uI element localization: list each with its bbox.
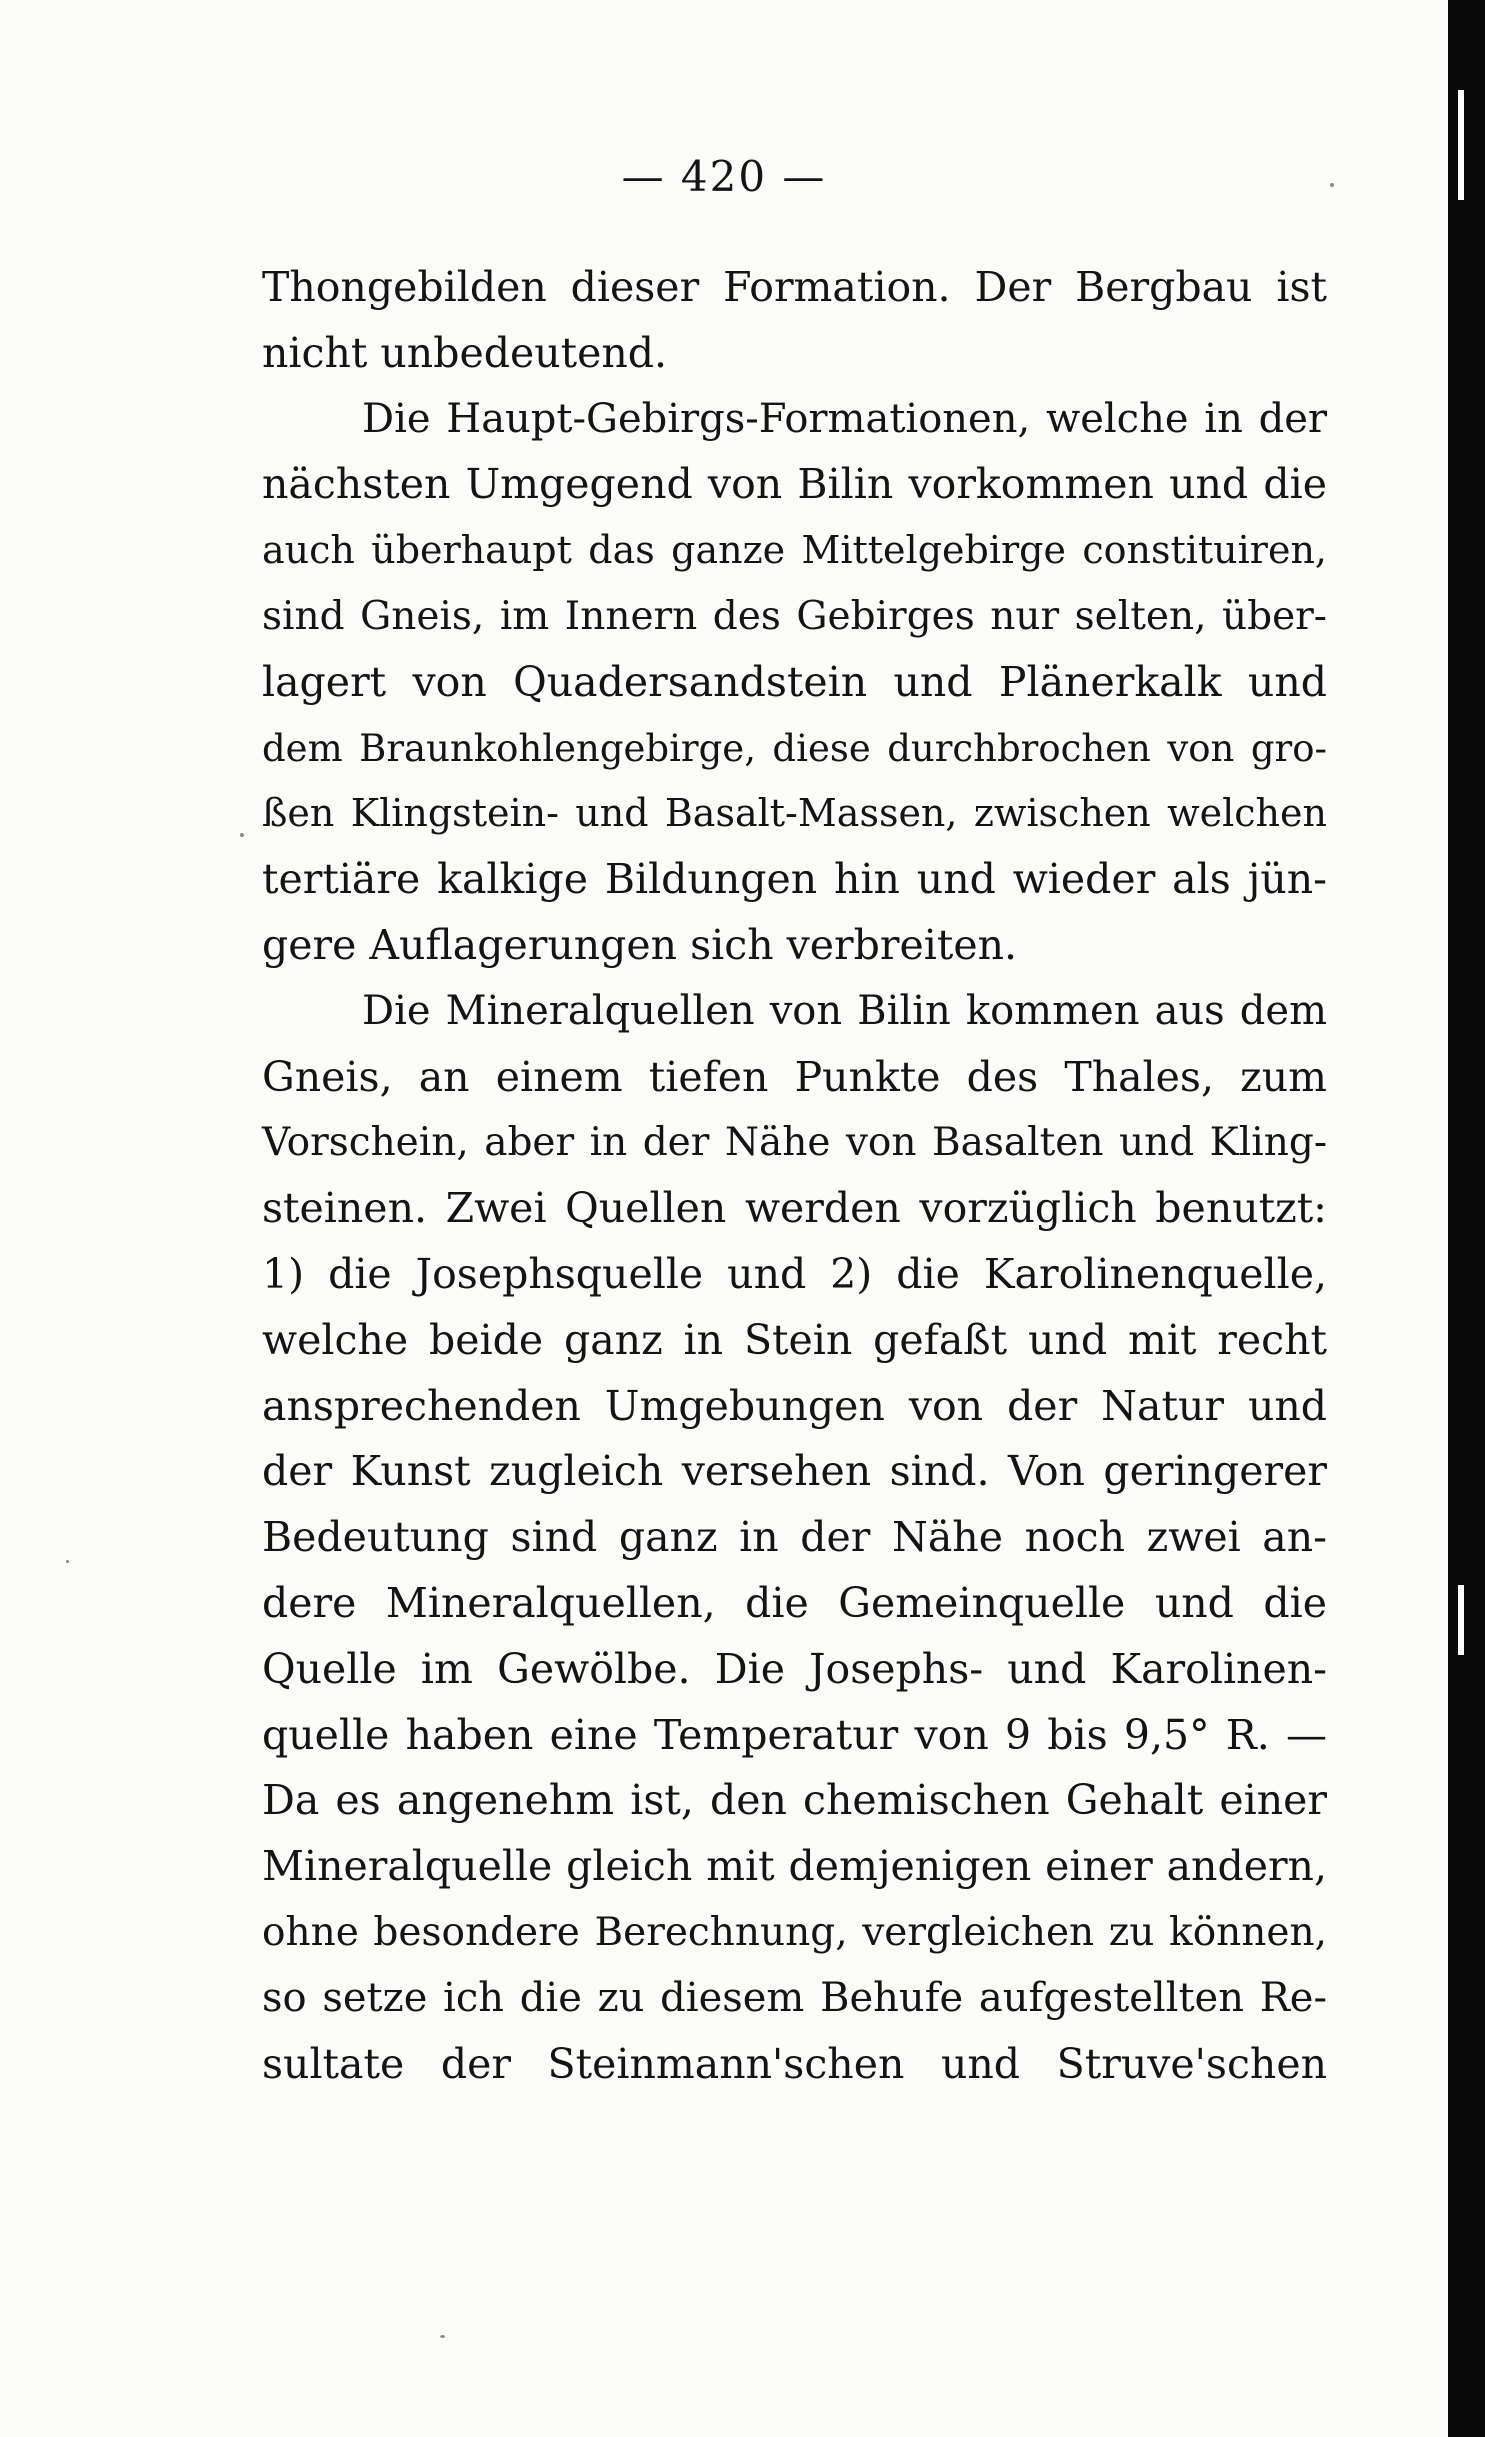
text-line: 1) die Josephsquelle und 2) die Karolinenquelle, [262, 1249, 1327, 1298]
text-line: Die Mineralquellen von Bilin kommen aus dem [362, 987, 1327, 1034]
scan-edge-mark [1458, 1585, 1464, 1655]
page-number: — 420 — [621, 152, 827, 201]
text-line: so setze ich die zu diesem Behufe aufgestellten Re- [262, 1974, 1327, 2021]
text-line: welche beide ganz in Stein gefaßt und mit recht [262, 1315, 1327, 1364]
text-line: gere Auflagerungen sich verbreiten. [262, 920, 1018, 969]
text-line: ansprechenden Umgebungen von der Natur und [262, 1381, 1327, 1430]
text-line: dem Braunkohlengebirge, diese durchbrochen von gro- [262, 726, 1327, 770]
text-line: nächsten Umgegend von Bilin vorkommen und die [262, 460, 1327, 509]
print-speck [440, 2335, 445, 2338]
text-line: Bedeutung sind ganz in der Nähe noch zwei an- [262, 1513, 1327, 1562]
text-line: Die Haupt-Gebirgs-Formationen, welche in der [362, 395, 1327, 442]
text-line: der Kunst zugleich versehen sind. Von geringerer [262, 1447, 1327, 1496]
text-line: sultate der Steinmann'schen und Struve'schen [262, 2039, 1327, 2088]
print-speck [66, 1560, 69, 1563]
text-line: sind Gneis, im Innern des Gebirges nur selten, über- [262, 593, 1327, 639]
body-text [262, 255, 1327, 2097]
text-line: Quelle im Gewölbe. Die Josephs- und Karolinen- [262, 1644, 1327, 1693]
text-line: auch überhaupt das ganze Mittelgebirge constituiren, [262, 528, 1327, 573]
text-line: Thongebilden dieser Formation. Der Bergbau ist [262, 263, 1327, 311]
text-line: Da es angenehm ist, den chemischen Gehalt einer [262, 1776, 1327, 1825]
text-line: ohne besondere Berechnung, vergleichen zu können, [262, 1909, 1327, 1955]
text-line: tertiäre kalkige Bildungen hin und wieder als jün- [262, 855, 1327, 904]
text-line: quelle haben eine Temperatur von 9 bis 9,5° R. — [262, 1710, 1327, 1759]
print-speck [1330, 183, 1334, 187]
text-line: Gneis, an einem tiefen Punkte des Thales, zum [262, 1052, 1327, 1101]
print-speck [240, 833, 244, 837]
scan-edge [1448, 0, 1485, 2437]
text-line: lagert von Quadersandstein und Plänerkalk und [262, 657, 1327, 706]
text-line: dere Mineralquellen, die Gemeinquelle und die [262, 1578, 1327, 1627]
scan-edge-mark [1458, 90, 1464, 200]
text-line: nicht unbedeutend. [262, 328, 668, 377]
text-line: ßen Klingstein- und Basalt-Massen, zwischen welchen [262, 791, 1327, 836]
text-line: steinen. Zwei Quellen werden vorzüglich benutzt: [262, 1184, 1327, 1233]
text-line: Mineralquelle gleich mit demjenigen einer andern, [262, 1842, 1327, 1891]
text-line: Vorschein, aber in der Nähe von Basalten und Kling- [262, 1120, 1327, 1166]
